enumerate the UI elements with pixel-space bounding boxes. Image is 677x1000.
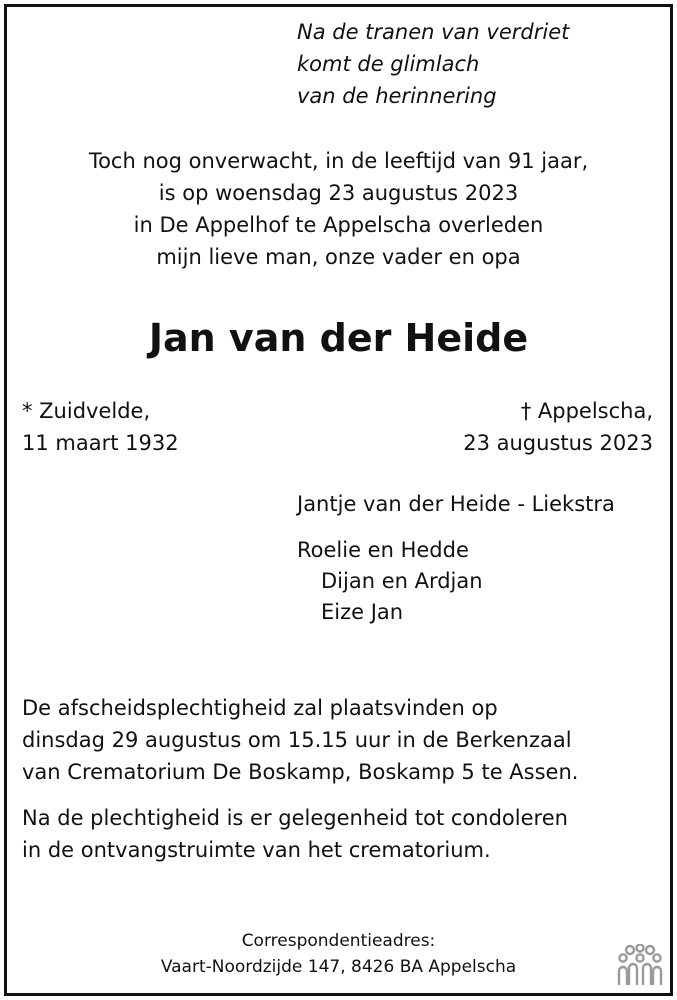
poem <box>297 16 569 112</box>
spouse-name: Jantje van der Heide - Liekstra <box>297 492 615 516</box>
intro-line: Toch nog onverwacht, in de leeftijd van 91 jaar, <box>88 149 589 173</box>
condolence-details <box>22 802 568 866</box>
intro-line: mijn lieve man, onze vader en opa <box>156 245 521 269</box>
death-info <box>463 395 653 459</box>
intro-line: is op woensdag 23 augustus 2023 <box>158 181 519 205</box>
condolence-line: Na de plechtigheid is er gelegenheid tot condoleren <box>22 806 568 830</box>
death-place: † Appelscha, <box>520 399 653 423</box>
children-names: Roelie en Hedde <box>297 538 469 562</box>
service-details <box>22 692 578 788</box>
poem-line: komt de glimlach <box>297 52 480 76</box>
correspondence-street: Vaart-Noordzijde 147, 8426 BA Appelscha <box>160 957 517 977</box>
birth-place: * Zuidvelde, <box>22 399 151 423</box>
announcement-intro <box>0 145 677 273</box>
intro-line: in De Appelhof te Appelscha overleden <box>133 213 544 237</box>
condolence-line: in de ontvangstruimte van het crematorium. <box>22 838 491 862</box>
family-list <box>297 535 483 628</box>
death-date: 23 augustus 2023 <box>463 431 653 455</box>
correspondence-address <box>0 928 677 980</box>
birth-date: 11 maart 1932 <box>22 431 179 455</box>
grandchildren-names: Dijan en Ardjan <box>321 569 483 593</box>
deceased-name: Jan van der Heide <box>148 316 529 360</box>
service-line: dinsdag 29 augustus om 15.15 uur in de Berkenzaal <box>22 728 572 752</box>
birth-info <box>22 395 179 459</box>
poem-line: van de herinnering <box>297 84 497 108</box>
poem-line: Na de tranen van verdriet <box>297 20 570 44</box>
correspondence-label: Correspondentieadres: <box>241 931 436 951</box>
service-line: De afscheidsplechtigheid zal plaatsvinden op <box>22 696 498 720</box>
people-group-icon <box>616 944 664 986</box>
service-line: van Crematorium De Boskamp, Boskamp 5 te Assen. <box>22 760 579 784</box>
grandchildren-names: Eize Jan <box>321 600 404 624</box>
